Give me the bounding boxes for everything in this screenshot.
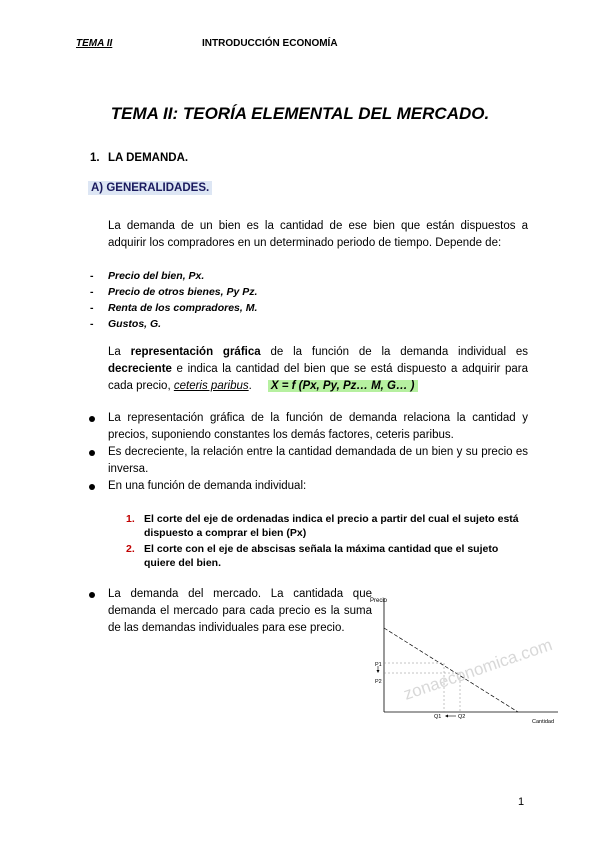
- numbered-item: 2. El corte con el eje de abscisas señala la máxima cantidad que el sujeto quiere del bien.: [126, 543, 499, 569]
- paragraph-definition: La demanda de un bien es la cantidad de ese bien que están dispuestos a adquirir los compradores en un determinado periodo de tiempo. Depende de:: [108, 220, 528, 249]
- factor-item: - Precio del bien, Px.: [90, 270, 205, 282]
- p2-label: P2: [375, 679, 382, 685]
- bullet-list: [88, 410, 528, 495]
- bold-term: representación gráfica: [130, 346, 261, 358]
- factor-list: [90, 268, 257, 332]
- header-course: INTRODUCCIÓN ECONOMÍA: [202, 38, 338, 49]
- watermark-text: zonaeconomica.com: [401, 635, 555, 704]
- numbered-item: 1. El corte del eje de ordenadas indica el precio a partir del cual el sujeto está dispuesto a comprar el bien (Px): [126, 513, 519, 539]
- demand-curve-figure: [366, 590, 562, 728]
- p1-label: P1: [375, 662, 382, 668]
- bold-term: decreciente: [108, 363, 172, 375]
- bullet-icon: [89, 484, 95, 490]
- x-axis-label: Cantidad: [532, 719, 555, 725]
- numbered-list: [126, 512, 528, 572]
- ceteris-paribus-term: ceteris paribus: [173, 380, 249, 392]
- q2-label: Q2: [458, 714, 466, 720]
- market-demand-paragraph: La demanda del mercado. La cantidada que demanda el mercado para cada precio es la suma de las demandas individuales para ese precio.: [88, 586, 372, 637]
- page-title: TEMA II: TEORÍA ELEMENTAL DEL MERCADO.: [110, 104, 490, 123]
- section-label: LA DEMANDA.: [108, 152, 189, 164]
- page-number: 1: [518, 796, 525, 808]
- factor-item: - Precio de otros bienes, Py Pz.: [90, 286, 258, 298]
- paragraph-representation: La representación gráfica de la función de la demanda individual es decreciente e indica la cantidad del bien que se está dispuesto a adquirir para cada precio, ceteris paribus. X = f (Px, Py, Pz… M, G… ): [108, 346, 528, 392]
- subsection-heading: A) GENERALIDADES.: [88, 181, 212, 195]
- factor-item: - Renta de los compradores, M.: [90, 302, 258, 314]
- q1-label: Q1: [434, 714, 442, 720]
- section-number: 1.: [90, 152, 100, 164]
- bullet-icon: [89, 416, 95, 422]
- price-arrow-head: [377, 670, 380, 673]
- demand-formula: X = f (Px, Py, Pz… M, G… ): [268, 380, 418, 392]
- bullet-item: La representación gráfica de la función de demanda relaciona la cantidad y precios, suponiendo constantes los demás factores, ceteris paribus.: [88, 410, 528, 444]
- section-heading: [90, 152, 188, 164]
- factor-item: - Gustos, G.: [90, 318, 162, 330]
- y-axis-label: Precio: [370, 598, 388, 604]
- header-topic: TEMA II: [76, 38, 113, 49]
- bullet-icon: [89, 592, 95, 598]
- bullet-icon: [89, 450, 95, 456]
- quantity-arrow-head: [445, 715, 448, 718]
- bullet-item: En una función de demanda individual:: [88, 478, 528, 495]
- bullet-item: Es decreciente, la relación entre la cantidad demandada de un bien y su precio es inversa.: [88, 444, 528, 478]
